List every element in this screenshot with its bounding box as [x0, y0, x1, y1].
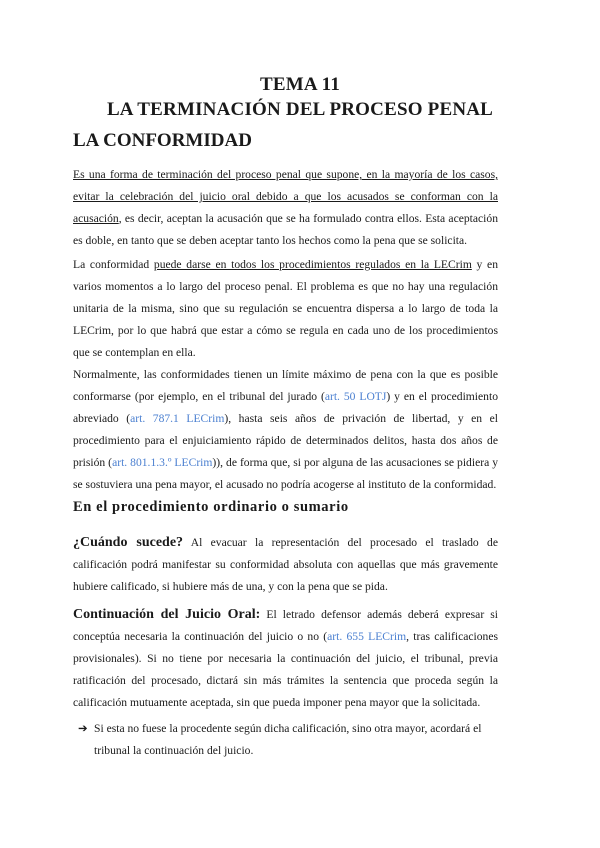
limits-text-d: )), de forma que, si por alguna de las acusaciones se pidiera y se sostuviera una pena mayor, el acusado no podría acogerse al instituto de la conformidad.: [73, 456, 498, 491]
definition-rest: , es decir, aceptan la acusación que se ha formulado contra ellos. Esta aceptación es doble, en tanto que se deben aceptar tanto los hechos como la pena que se solicita.: [73, 212, 498, 247]
continuation-lead: Continuación del Juicio Oral:: [73, 607, 261, 622]
scope-start: La conformidad: [73, 258, 154, 271]
bullet-text: Si esta no fuese la procedente según dicha calificación, sino otra mayor, acordará el tribunal la continuación del juicio.: [94, 722, 482, 757]
topic-number-title: TEMA 11: [259, 74, 341, 95]
bullet-item: [78, 718, 498, 762]
paragraph-continuation: [73, 604, 498, 714]
reference-link-lotj[interactable]: art. 50 LOTJ: [324, 390, 387, 403]
when-lead: ¿Cuándo sucede?: [73, 535, 184, 550]
limits-text-a: Normalmente, las conformidades tienen un límite máximo de pena con la que es posible conformarse (por ejemplo, en el tribunal del jurado (: [73, 368, 498, 403]
when-text: Al evacuar la representación del procesado el traslado de calificación podrá manifestar su conformidad absoluta con aquellas que más gravemente hubiere calificado, si hubiere más de una, y con la pena que se pida.: [73, 536, 498, 593]
paragraph-definition: [73, 164, 498, 252]
scope-underlined: puede darse en todos los procedimientos regulados en la LECrim: [153, 258, 472, 271]
reference-link-lecrim-655[interactable]: art. 655 LECrim: [327, 630, 407, 643]
reference-link-lecrim-787[interactable]: art. 787.1 LECrim: [130, 412, 225, 425]
paragraph-limits: [73, 364, 498, 496]
continuation-text-b: , tras calificaciones provisionales). Si no tiene por necesaria la continuación del juicio, el tribunal, previa ratificación del procesado, dictará sin más trámites la sentencia que proceda según la calificación mutuamente aceptada, sin que pueda imponer pena mayor que la solicitada.: [73, 630, 499, 709]
paragraph-when: [73, 532, 498, 598]
paragraph-scope: [73, 254, 498, 364]
subsection-heading: En el procedimiento ordinario o sumario: [73, 499, 349, 515]
scope-rest: y en varios momentos a lo largo del proceso penal. El problema es que no hay una regulación unitaria de la misma, sino que su regulación se encuentra dispersa a lo largo de toda la LECrim, por lo que habrá que estar a cómo se regula en cada uno de los procedimientos que se contemplan en ella.: [73, 258, 498, 359]
continuation-text-a: El letrado defensor además deberá expresar si conceptúa necesaria la continuación del juicio o no (: [73, 608, 498, 643]
limits-text-b: ) y en el procedimiento abreviado (: [73, 390, 498, 425]
limits-text-c: ), hasta seis años de privación de libertad, y en el procedimiento para el enjuiciamiento rápido de determinados delitos, hasta dos años de prisión (: [73, 412, 499, 469]
section-heading: LA CONFORMIDAD: [73, 130, 252, 151]
reference-link-lecrim-801[interactable]: art. 801.1.3.º LECrim: [112, 456, 213, 469]
definition-underlined: Es una forma de terminación del proceso penal que supone, en la mayoría de los casos, evitar la celebración del juicio oral debido a que los acusados se conforman con la acusación: [73, 168, 498, 225]
topic-title: LA TERMINACIÓN DEL PROCESO PENAL: [106, 99, 494, 120]
arrow-right-icon: ➔: [78, 722, 88, 735]
